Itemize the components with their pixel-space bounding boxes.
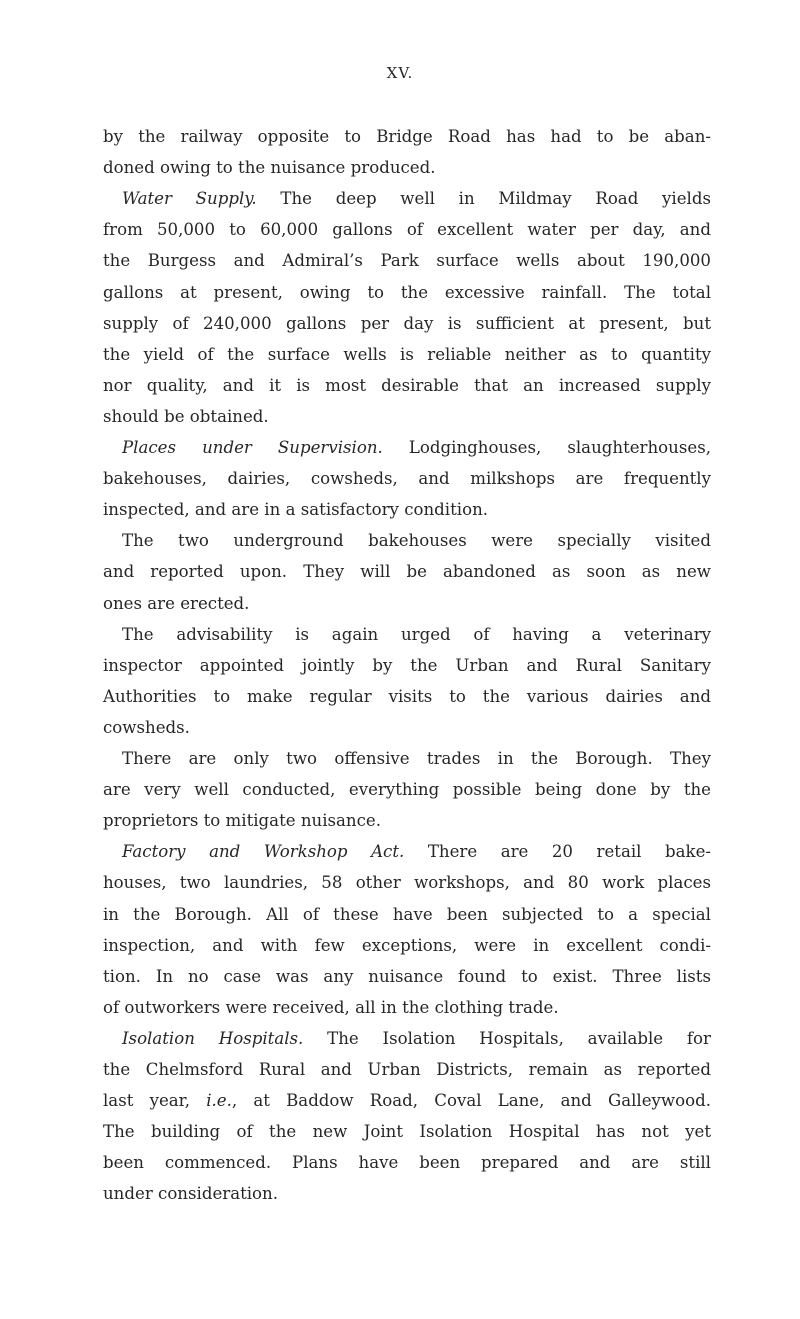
text-run: The Isolation Hospitals, available for xyxy=(303,1028,711,1048)
text-run: of outworkers were received, all in the clothing trade. xyxy=(103,997,559,1017)
text-run: should be obtained. xyxy=(103,406,269,426)
text-line xyxy=(103,525,711,556)
text-line xyxy=(103,121,711,152)
text-run: inspector appointed jointly by the Urban and Rural Sanitary xyxy=(103,655,711,675)
italic-heading: Places under Supervision. xyxy=(122,438,383,457)
text-run: inspected, and are in a satisfactory condition. xyxy=(103,500,489,520)
text-line xyxy=(103,183,711,214)
text-run: the Burgess and Admiral’s Park surface wells about 190,000 xyxy=(103,251,711,271)
text-run: tion. In no case was any nuisance found to exist. Three lists xyxy=(103,966,711,986)
text-run: under consideration. xyxy=(103,1184,279,1204)
text-run: proprietors to mitigate nuisance. xyxy=(103,811,382,831)
text-run: last year, xyxy=(103,1091,207,1111)
text-line xyxy=(103,930,711,961)
text-line xyxy=(103,370,711,401)
text-line xyxy=(103,339,711,370)
text-line xyxy=(103,401,711,432)
italic-heading: Water Supply. xyxy=(122,189,257,209)
text-line xyxy=(103,992,711,1023)
text-line xyxy=(103,277,711,308)
text-line xyxy=(103,588,711,619)
text-run: The advisability is again urged of having a veterinary xyxy=(122,624,711,644)
text-line xyxy=(103,867,711,898)
text-run: gallons at present, owing to the excessive rainfall. The total xyxy=(103,282,711,302)
text-run: The two underground bakehouses were specially visited xyxy=(122,531,711,551)
text-run: ones are erected. xyxy=(103,593,250,613)
text-run: bakehouses, dairies, cowsheds, and milkshops are frequently xyxy=(103,469,711,489)
text-run: in the Borough. All of these have been subjected to a special xyxy=(103,904,711,924)
text-run: Lodginghouses, slaughterhouses, xyxy=(382,438,711,457)
text-run: There are only two offensive trades in the Borough. They xyxy=(122,749,711,768)
text-run: from 50,000 to 60,000 gallons of excellent water per day, and xyxy=(103,220,711,240)
text-line xyxy=(103,245,711,276)
text-run: The deep well in Mildmay Road yields xyxy=(256,189,711,209)
text-line xyxy=(103,1023,711,1054)
text-line xyxy=(103,432,711,463)
text-line xyxy=(103,774,711,805)
text-run: nor quality, and it is most desirable that an increased supply xyxy=(103,375,711,395)
text-line xyxy=(103,308,711,339)
text-line xyxy=(103,1116,711,1147)
text-run: The building of the new Joint Isolation Hospital has not yet xyxy=(103,1122,711,1142)
text-run: cowsheds. xyxy=(103,717,190,737)
text-run: There are 20 retail bake- xyxy=(404,842,711,862)
text-line xyxy=(103,152,711,183)
italic-heading: i.e. xyxy=(206,1091,232,1111)
text-run: houses, two laundries, 58 other workshops, and 80 work places xyxy=(103,873,711,893)
text-line xyxy=(103,805,711,836)
text-run: and reported upon. They will be abandoned as soon as new xyxy=(103,562,711,582)
text-run: inspection, and with few exceptions, were in excellent condi- xyxy=(103,935,711,955)
text-run: by the railway opposite to Bridge Road has had to be aban- xyxy=(103,127,711,146)
text-line xyxy=(103,1054,711,1085)
page-number: XV. xyxy=(386,64,414,82)
text-run: the yield of the surface wells is reliable neither as to quantity xyxy=(103,344,711,364)
text-line xyxy=(103,961,711,992)
text-run: doned owing to the nuisance produced. xyxy=(103,158,436,178)
text-line xyxy=(103,681,711,712)
text-line xyxy=(103,214,711,245)
text-line xyxy=(103,899,711,930)
text-line xyxy=(103,836,711,867)
text-line xyxy=(103,712,711,743)
italic-heading: Factory and Workshop Act. xyxy=(122,842,405,862)
text-run: been commenced. Plans have been prepared and are still xyxy=(103,1153,711,1173)
text-run: , at Baddow Road, Coval Lane, and Galleywood. xyxy=(231,1091,711,1111)
text-line xyxy=(103,743,711,774)
text-line xyxy=(103,463,711,494)
text-line xyxy=(103,650,711,681)
italic-heading: Isolation Hospitals. xyxy=(122,1028,304,1048)
text-line xyxy=(103,1147,711,1178)
text-line xyxy=(103,494,711,525)
text-line xyxy=(103,1085,711,1116)
text-run: the Chelmsford Rural and Urban Districts, remain as reported xyxy=(103,1060,711,1079)
text-line xyxy=(103,619,711,650)
text-run: Authorities to make regular visits to the various dairies and xyxy=(103,686,711,706)
text-run: supply of 240,000 gallons per day is sufficient at present, but xyxy=(103,313,711,333)
text-run: are very well conducted, everything possible being done by the xyxy=(103,780,711,800)
text-line xyxy=(103,1178,711,1209)
text-line xyxy=(103,556,711,587)
